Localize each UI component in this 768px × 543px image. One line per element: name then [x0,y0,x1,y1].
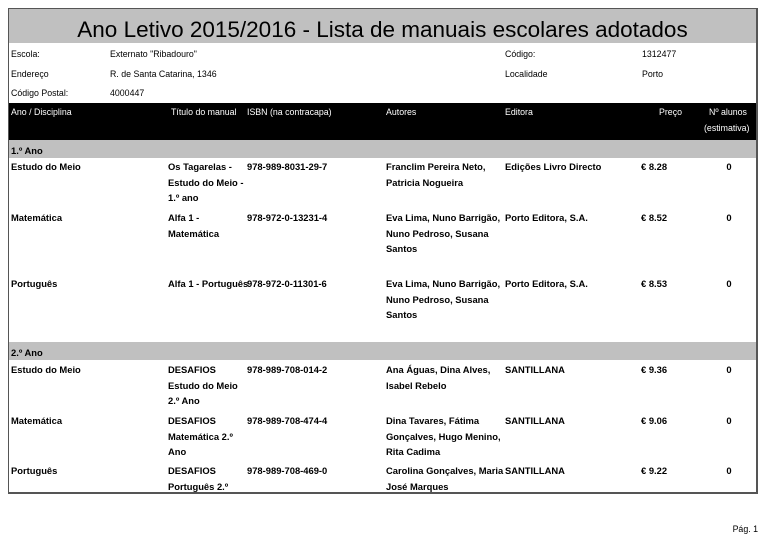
postal-label: Código Postal: [11,88,69,98]
cell-preco: € 9.22 [641,465,668,476]
cell-alunos: 0 [726,278,732,289]
cell-titulo: DESAFIOS Estudo do Meio 2.º Ano [168,364,238,406]
cell-autores: Eva Lima, Nuno Barrigão, Nuno Pedroso, Susana Santos [386,278,501,320]
cell-disciplina: Matemática [11,212,63,223]
cell-titulo: Os Tagarelas - Estudo do Meio - 1.º ano [168,161,244,203]
cell-editora: Porto Editora, S.A. [505,278,588,289]
cell-autores: Carolina Gonçalves, Maria José Marques [386,465,504,492]
cell-titulo: Alfa 1 - Matemática [168,212,220,239]
cell-disciplina: Português [11,278,58,289]
cell-isbn: 978-989-708-014-2 [247,364,328,375]
col-header-alunos-line1: Nº alunos [709,107,747,117]
info-row-escola [9,45,756,63]
codigo-label: Código: [505,49,536,59]
cell-disciplina: Matemática [11,415,63,426]
cell-preco: € 8.52 [641,212,668,223]
escola-value: Externato "Ribadouro" [110,49,197,59]
col-header-editora: Editora [505,107,533,117]
cell-alunos: 0 [726,212,732,223]
cell-preco: € 8.28 [641,161,668,172]
cell-isbn: 978-989-708-474-4 [247,415,328,426]
info-row-endereco [9,65,756,83]
col-header-titulo: Título do manual [171,107,237,117]
postal-value: 4000447 [110,88,145,98]
cell-titulo: DESAFIOS Português 2.º [168,465,229,492]
info-row-postal [9,84,756,102]
title-bar [9,9,756,43]
localidade-label: Localidade [505,69,548,79]
cell-disciplina: Estudo do Meio [11,161,81,172]
endereco-value: R. de Santa Catarina, 1346 [110,69,217,79]
group-header: 2.º Ano [9,342,756,360]
escola-label: Escola: [11,49,40,59]
cell-autores: Ana Águas, Dina Alves, Isabel Rebelo [386,364,491,391]
cell-alunos: 0 [726,465,732,476]
cell-editora: Porto Editora, S.A. [505,212,588,223]
cell-autores: Eva Lima, Nuno Barrigão, Nuno Pedroso, Susana Santos [386,212,501,254]
col-header-autores: Autores [386,107,417,117]
cell-preco: € 9.36 [641,364,668,375]
cell-alunos: 0 [726,161,732,172]
group-header: 1.º Ano [9,140,756,158]
cell-alunos: 0 [726,415,732,426]
cell-editora: SANTILLANA [505,415,565,426]
cell-preco: € 9.06 [641,415,668,426]
table-header [9,103,756,140]
cell-titulo: DESAFIOS Matemática 2.º Ano [168,415,233,457]
col-header-alunos-line2: (estimativa) [704,123,750,133]
cell-alunos: 0 [726,364,732,375]
col-header-preco: Preço [659,107,682,117]
col-header-isbn: ISBN (na contracapa) [247,107,332,117]
cell-titulo: Alfa 1 - Português [168,278,249,289]
cell-editora: Edições Livro Directo [505,161,602,172]
cell-disciplina: Estudo do Meio [11,364,81,375]
codigo-value: 1312477 [642,49,677,59]
col-header-disciplina: Ano / Disciplina [11,107,72,117]
cell-editora: SANTILLANA [505,364,565,375]
cell-isbn: 978-989-8031-29-7 [247,161,328,172]
cell-isbn: 978-972-0-13231-4 [247,212,328,223]
cell-editora: SANTILLANA [505,465,565,476]
cell-autores: Dina Tavares, Fátima Gonçalves, Hugo Menino, Rita Cadima [386,415,501,457]
cell-disciplina: Português [11,465,58,476]
document-frame [8,8,758,494]
page-number: Pág. 1 [732,524,758,534]
cell-isbn: 978-972-0-11301-6 [247,278,327,289]
cell-autores: Franclim Pereira Neto, Patricia Nogueira [386,161,486,188]
cell-isbn: 978-989-708-469-0 [247,465,328,476]
cell-preco: € 8.53 [641,278,668,289]
endereco-label: Endereço [11,69,49,79]
localidade-value: Porto [642,69,664,79]
page-title: Ano Letivo 2015/2016 - Lista de manuais escolares adotados [77,17,688,42]
